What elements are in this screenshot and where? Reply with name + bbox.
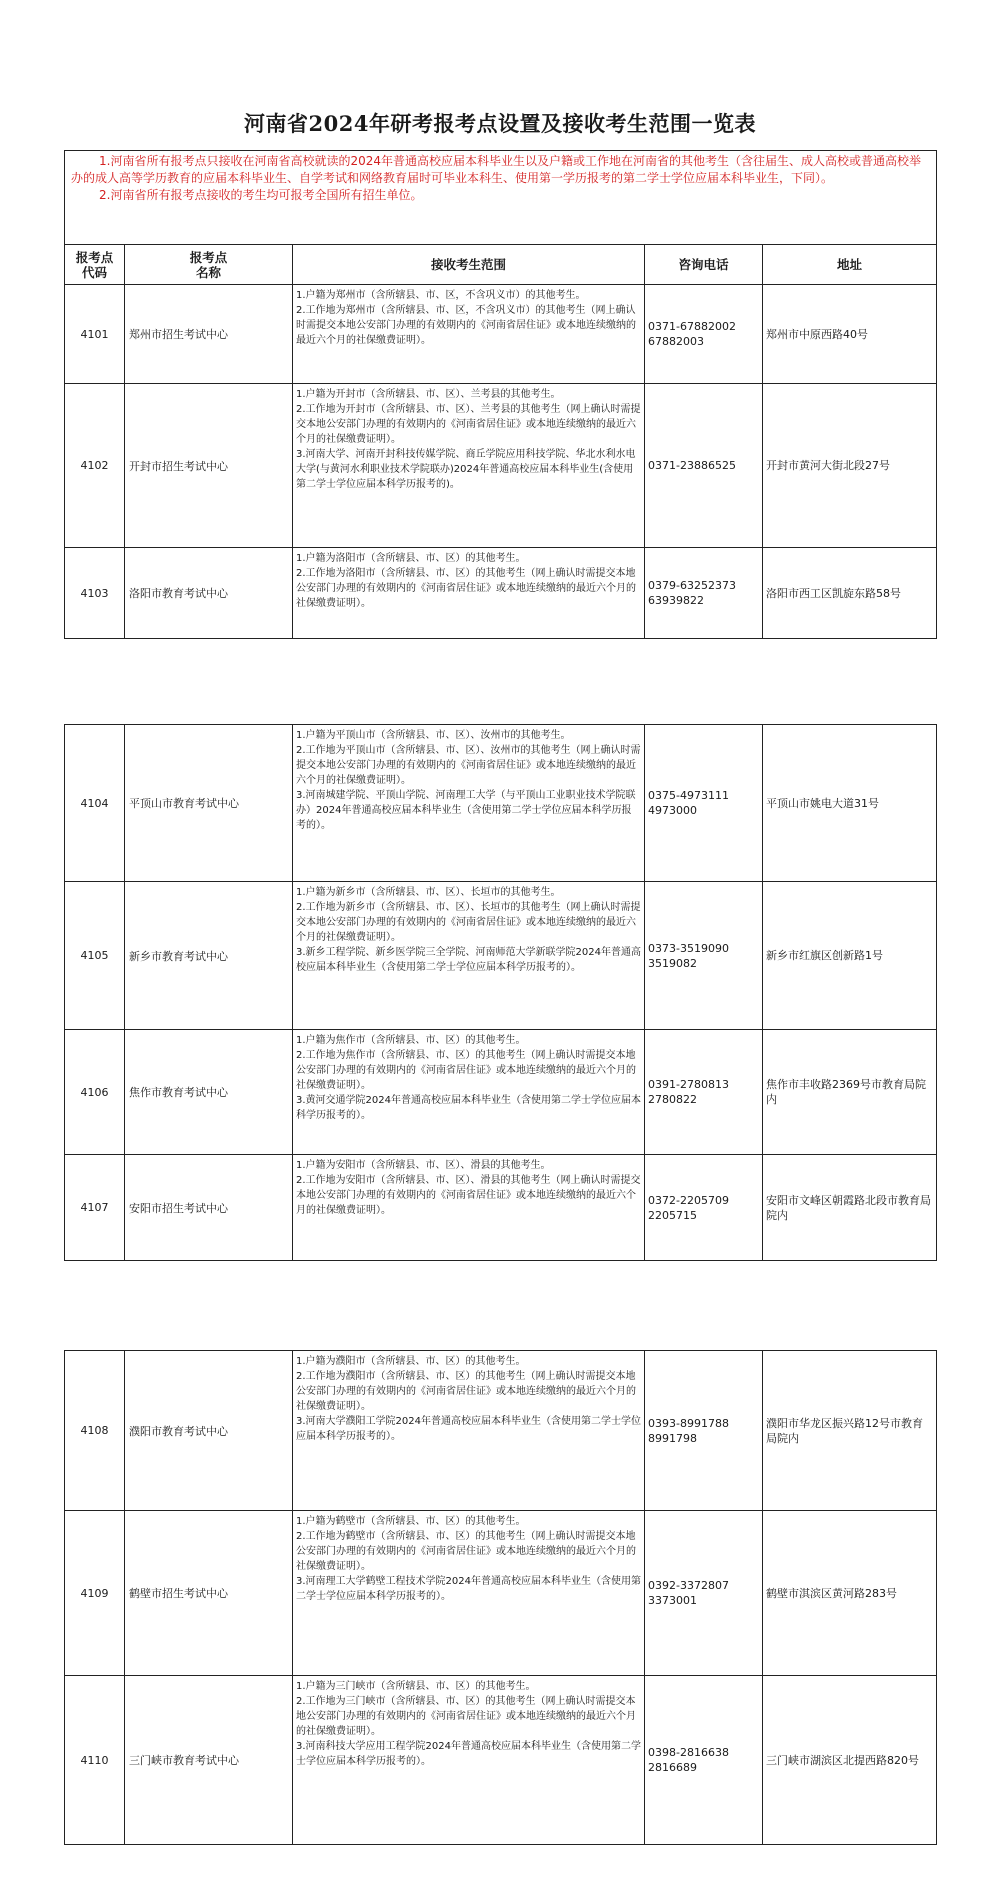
phone-number: 3373001 bbox=[648, 1594, 697, 1607]
table-section-3 bbox=[64, 1350, 937, 1845]
table-row bbox=[65, 882, 937, 1030]
scope-cell bbox=[293, 1676, 645, 1845]
address-cell: 开封市黄河大街北段27号 bbox=[763, 384, 937, 548]
header-code: 报考点 代码 bbox=[65, 245, 125, 285]
scope-item: 1.户籍为新乡市（含所辖县、市、区）、长垣市的其他考生。 bbox=[296, 887, 561, 898]
site-name: 三门峡市教育考试中心 bbox=[125, 1676, 293, 1845]
phone-number: 0371-23886525 bbox=[648, 459, 736, 472]
scope-item: 3.河南理工大学鹤壁工程技术学院2024年普通高校应届本科毕业生（含使用第二学士学位应届本科学历报考的）。 bbox=[296, 1576, 641, 1602]
scope-item: 2.工作地为新乡市（含所辖县、市、区）、长垣市的其他考生（网上确认时需提交本地公安部门办理的有效期内的《河南省居住证》或本地连续缴纳的最近六个月的社保缴费证明）。 bbox=[296, 902, 641, 943]
scope-cell bbox=[293, 384, 645, 548]
site-code: 4104 bbox=[65, 725, 125, 882]
header-address: 地址 bbox=[763, 245, 937, 285]
site-code: 4102 bbox=[65, 384, 125, 548]
site-code: 4108 bbox=[65, 1351, 125, 1511]
phone-number: 3519082 bbox=[648, 956, 697, 970]
table-row bbox=[65, 548, 937, 639]
page-title: 河南省2024年研考报考点设置及接收考生范围一览表 bbox=[244, 111, 756, 136]
address-cell: 郑州市中原西路40号 bbox=[763, 285, 937, 384]
phone-cell bbox=[645, 1676, 763, 1845]
scope-cell bbox=[293, 548, 645, 639]
phone-number: 0391-2780813 bbox=[648, 1078, 729, 1091]
address-cell: 鹤壁市淇滨区黄河路283号 bbox=[763, 1511, 937, 1676]
site-code: 4105 bbox=[65, 882, 125, 1030]
site-name: 平顶山市教育考试中心 bbox=[125, 725, 293, 882]
site-code: 4101 bbox=[65, 285, 125, 384]
table-section-1 bbox=[64, 150, 937, 639]
site-name: 鹤壁市招生考试中心 bbox=[125, 1511, 293, 1676]
phone-cell bbox=[645, 285, 763, 384]
phone-number: 2780822 bbox=[648, 1093, 697, 1106]
site-name: 安阳市招生考试中心 bbox=[125, 1155, 293, 1261]
site-name: 洛阳市教育考试中心 bbox=[125, 548, 293, 639]
site-code: 4103 bbox=[65, 548, 125, 639]
address-cell: 焦作市丰收路2369号市教育局院内 bbox=[763, 1030, 937, 1155]
table-row bbox=[65, 384, 937, 548]
table-row bbox=[65, 1030, 937, 1155]
scope-item: 1.户籍为平顶山市（含所辖县、市、区）、汝州市的其他考生。 bbox=[296, 730, 571, 741]
address-cell: 安阳市文峰区朝霞路北段市教育局院内 bbox=[763, 1155, 937, 1261]
site-code: 4107 bbox=[65, 1155, 125, 1261]
table-row bbox=[65, 1155, 937, 1261]
scope-item: 3.河南大学濮阳工学院2024年普通高校应届本科毕业生（含使用第二学士学位应届本科学历报考的）。 bbox=[296, 1416, 641, 1442]
scope-item: 2.工作地为鹤壁市（含所辖县、市、区）的其他考生（网上确认时需提交本地公安部门办理的有效期内的《河南省居住证》或本地连续缴纳的最近六个月的社保缴费证明）。 bbox=[296, 1531, 636, 1572]
scope-item: 3.黄河交通学院2024年普通高校应届本科毕业生（含使用第二学士学位应届本科学历报考的）。 bbox=[296, 1095, 641, 1121]
phone-number: 4973000 bbox=[648, 804, 697, 817]
scope-cell bbox=[293, 1351, 645, 1511]
scope-item: 2.工作地为濮阳市（含所辖县、市、区）的其他考生（网上确认时需提交本地公安部门办理的有效期内的《河南省居住证》或本地连续缴纳的最近六个月的社保缴费证明）。 bbox=[296, 1371, 636, 1412]
header-phone: 咨询电话 bbox=[645, 245, 763, 285]
header-name: 报考点 名称 bbox=[125, 245, 293, 285]
table-row bbox=[65, 725, 937, 882]
table-row bbox=[65, 1676, 937, 1845]
phone-number: 2205715 bbox=[648, 1208, 697, 1222]
scope-item: 2.工作地为开封市（含所辖县、市、区）、兰考县的其他考生（网上确认时需提交本地公安部门办理的有效期内的《河南省居住证》或本地连续缴纳的最近六个月的社保缴费证明）。 bbox=[296, 404, 641, 445]
phone-number: 63939822 bbox=[648, 594, 704, 607]
scope-item: 3.河南科技大学应用工程学院2024年普通高校应届本科毕业生（含使用第二学士学位应届本科学历报考的）。 bbox=[296, 1741, 641, 1767]
address-cell: 三门峡市湖滨区北提西路820号 bbox=[763, 1676, 937, 1845]
notice-block bbox=[65, 151, 937, 245]
site-code: 4109 bbox=[65, 1511, 125, 1676]
phone-number: 0392-3372807 bbox=[648, 1579, 729, 1592]
phone-cell bbox=[645, 725, 763, 882]
scope-item: 1.户籍为安阳市（含所辖县、市、区）、滑县的其他考生。 bbox=[296, 1160, 551, 1171]
site-name: 新乡市教育考试中心 bbox=[125, 882, 293, 1030]
address-cell: 新乡市红旗区创新路1号 bbox=[763, 882, 937, 1030]
scope-cell bbox=[293, 1155, 645, 1261]
site-name: 开封市招生考试中心 bbox=[125, 384, 293, 548]
site-name: 焦作市教育考试中心 bbox=[125, 1030, 293, 1155]
phone-number: 67882003 bbox=[648, 335, 704, 348]
scope-item: 2.工作地为三门峡市（含所辖县、市、区）的其他考生（网上确认时需提交本地公安部门办理的有效期内的《河南省居住证》或本地连续缴纳的最近六个月的社保缴费证明）。 bbox=[296, 1696, 636, 1737]
address-cell: 濮阳市华龙区振兴路12号市教育局院内 bbox=[763, 1351, 937, 1511]
site-code: 4110 bbox=[65, 1676, 125, 1845]
address-cell: 平顶山市姚电大道31号 bbox=[763, 725, 937, 882]
address-cell: 洛阳市西工区凯旋东路58号 bbox=[763, 548, 937, 639]
phone-cell bbox=[645, 384, 763, 548]
phone-number: 0379-63252373 bbox=[648, 579, 736, 592]
scope-cell bbox=[293, 1511, 645, 1676]
phone-cell bbox=[645, 548, 763, 639]
phone-cell bbox=[645, 882, 763, 1030]
phone-number: 0398-2816638 bbox=[648, 1746, 729, 1759]
scope-item: 2.工作地为洛阳市（含所辖县、市、区）的其他考生（网上确认时需提交本地公安部门办理的有效期内的《河南省居住证》或本地连续缴纳的最近六个月的社保缴费证明）。 bbox=[296, 568, 636, 609]
scope-item: 2.工作地为焦作市（含所辖县、市、区）的其他考生（网上确认时需提交本地公安部门办理的有效期内的《河南省居住证》或本地连续缴纳的最近六个月的社保缴费证明）。 bbox=[296, 1050, 636, 1091]
phone-cell bbox=[645, 1351, 763, 1511]
phone-cell bbox=[645, 1511, 763, 1676]
phone-number: 0371-67882002 bbox=[648, 320, 736, 333]
phone-cell bbox=[645, 1030, 763, 1155]
table-row bbox=[65, 1351, 937, 1511]
scope-item: 3.新乡工程学院、新乡医学院三全学院、河南师范大学新联学院2024年普通高校应届本科毕业生（含使用第二学士学位应届本科学历报考的）。 bbox=[296, 947, 641, 973]
phone-number: 0393-8991788 bbox=[648, 1416, 729, 1430]
phone-number: 0375-4973111 bbox=[648, 789, 729, 802]
phone-number: 0373-3519090 bbox=[648, 941, 729, 955]
scope-item: 1.户籍为焦作市（含所辖县、市、区）的其他考生。 bbox=[296, 1035, 526, 1046]
phone-number: 8991798 bbox=[648, 1431, 697, 1445]
phone-cell bbox=[645, 1155, 763, 1261]
scope-cell bbox=[293, 285, 645, 384]
scope-item: 3.河南城建学院、平顶山学院、河南理工大学（与平顶山工业职业技术学院联办）2024年普通高校应届本科毕业生（含使用第二学士学位应届本科学历报考的）。 bbox=[296, 790, 636, 831]
header-scope: 接收考生范围 bbox=[293, 245, 645, 285]
scope-item: 1.户籍为开封市（含所辖县、市、区）、兰考县的其他考生。 bbox=[296, 389, 561, 400]
scope-item: 1.户籍为洛阳市（含所辖县、市、区）的其他考生。 bbox=[296, 553, 526, 564]
scope-item: 1.户籍为三门峡市（含所辖县、市、区）的其他考生。 bbox=[296, 1681, 536, 1692]
scope-cell bbox=[293, 1030, 645, 1155]
notice-item: 2.河南省所有报考点接收的考生均可报考全国所有招生单位。 bbox=[99, 188, 423, 202]
scope-item: 2.工作地为安阳市（含所辖县、市、区）、滑县的其他考生（网上确认时需提交本地公安部门办理的有效期内的《河南省居住证》或本地连续缴纳的最近六个月的社保缴费证明）。 bbox=[296, 1175, 641, 1216]
scope-item: 2.工作地为郑州市（含所辖县、市、区，不含巩义市）的其他考生（网上确认时需提交本地公安部门办理的有效期内的《河南省居住证》或本地连续缴纳的最近六个月的社保缴费证明）。 bbox=[296, 305, 636, 346]
scope-item: 1.户籍为濮阳市（含所辖县、市、区）的其他考生。 bbox=[296, 1356, 526, 1367]
phone-number: 2816689 bbox=[648, 1761, 697, 1774]
table-row bbox=[65, 1511, 937, 1676]
scope-item: 2.工作地为平顶山市（含所辖县、市、区）、汝州市的其他考生（网上确认时需提交本地公安部门办理的有效期内的《河南省居住证》或本地连续缴纳的最近六个月的社保缴费证明）。 bbox=[296, 745, 641, 786]
site-name: 郑州市招生考试中心 bbox=[125, 285, 293, 384]
scope-item: 3.河南大学、河南开封科技传媒学院、商丘学院应用科技学院、华北水利水电大学(与黄河水利职业技术学院联办)2024年普通高校应届本科毕业生(含使用第二学士学位应届本科学历报考的)。 bbox=[296, 449, 636, 490]
scope-cell bbox=[293, 882, 645, 1030]
site-name: 濮阳市教育考试中心 bbox=[125, 1351, 293, 1511]
notice-item: 1.河南省所有报考点只接收在河南省高校就读的2024年普通高校应届本科毕业生以及户籍或工作地在河南省的其他考生（含往届生、成人高校或普通高校举办的成人高等学历教育的应届本科毕业生、自学考试和网络教育届时可毕业本科生、使用第一学历报考的第二学士学位应届本科毕业生，下同）。 bbox=[71, 154, 921, 185]
phone-number: 0372-2205709 bbox=[648, 1193, 729, 1207]
scope-cell bbox=[293, 725, 645, 882]
table-section-2 bbox=[64, 724, 937, 1261]
scope-item: 1.户籍为郑州市（含所辖县、市、区，不含巩义市）的其他考生。 bbox=[296, 290, 586, 301]
site-code: 4106 bbox=[65, 1030, 125, 1155]
table-row bbox=[65, 285, 937, 384]
scope-item: 1.户籍为鹤壁市（含所辖县、市、区）的其他考生。 bbox=[296, 1516, 526, 1527]
